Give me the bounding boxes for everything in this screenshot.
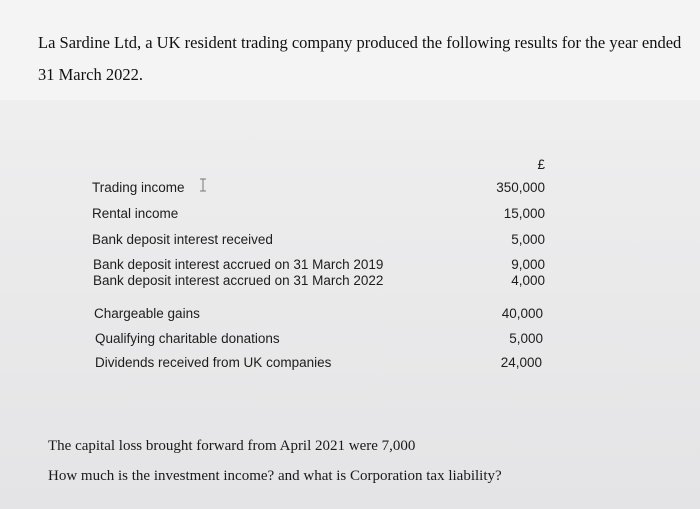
row-label-interest-accrued-2022: Bank deposit interest accrued on 31 March 2022 xyxy=(93,273,384,288)
row-amount-interest-accrued-2022: 4,000 xyxy=(511,273,545,288)
capital-loss-note: The capital loss brought forward from April 2021 were 7,000 xyxy=(48,438,416,454)
row-amount-interest-accrued-2019: 9,000 xyxy=(511,257,545,272)
question-prompt: How much is the investment income? and what is Corporation tax liability? xyxy=(48,468,502,484)
row-amount-chargeable-gains: 40,000 xyxy=(501,306,543,321)
row-amount-rental-income: 15,000 xyxy=(503,206,545,221)
row-amount-charitable-donations: 5,000 xyxy=(509,331,543,346)
text-cursor-icon xyxy=(199,178,207,192)
question-header xyxy=(0,0,700,100)
currency-header: £ xyxy=(537,157,545,172)
row-amount-uk-dividends: 24,000 xyxy=(500,355,542,370)
intro-line-2: 31 March 2022. xyxy=(38,65,143,84)
question-intro xyxy=(38,27,698,91)
row-amount-trading-income: 350,000 xyxy=(496,180,545,195)
row-label-charitable-donations: Qualifying charitable donations xyxy=(95,331,280,346)
row-label-trading-income: Trading income xyxy=(92,180,185,195)
intro-line-1: La Sardine Ltd, a UK resident trading company produced the following results for the year ended xyxy=(38,33,682,52)
row-label-interest-accrued-2019: Bank deposit interest accrued on 31 March 2019 xyxy=(93,257,384,272)
row-label-bank-interest-received: Bank deposit interest received xyxy=(92,232,273,247)
row-amount-bank-interest-received: 5,000 xyxy=(511,232,545,247)
row-label-rental-income: Rental income xyxy=(92,206,179,221)
row-label-uk-dividends: Dividends received from UK companies xyxy=(95,355,332,370)
row-label-chargeable-gains: Chargeable gains xyxy=(94,306,200,321)
